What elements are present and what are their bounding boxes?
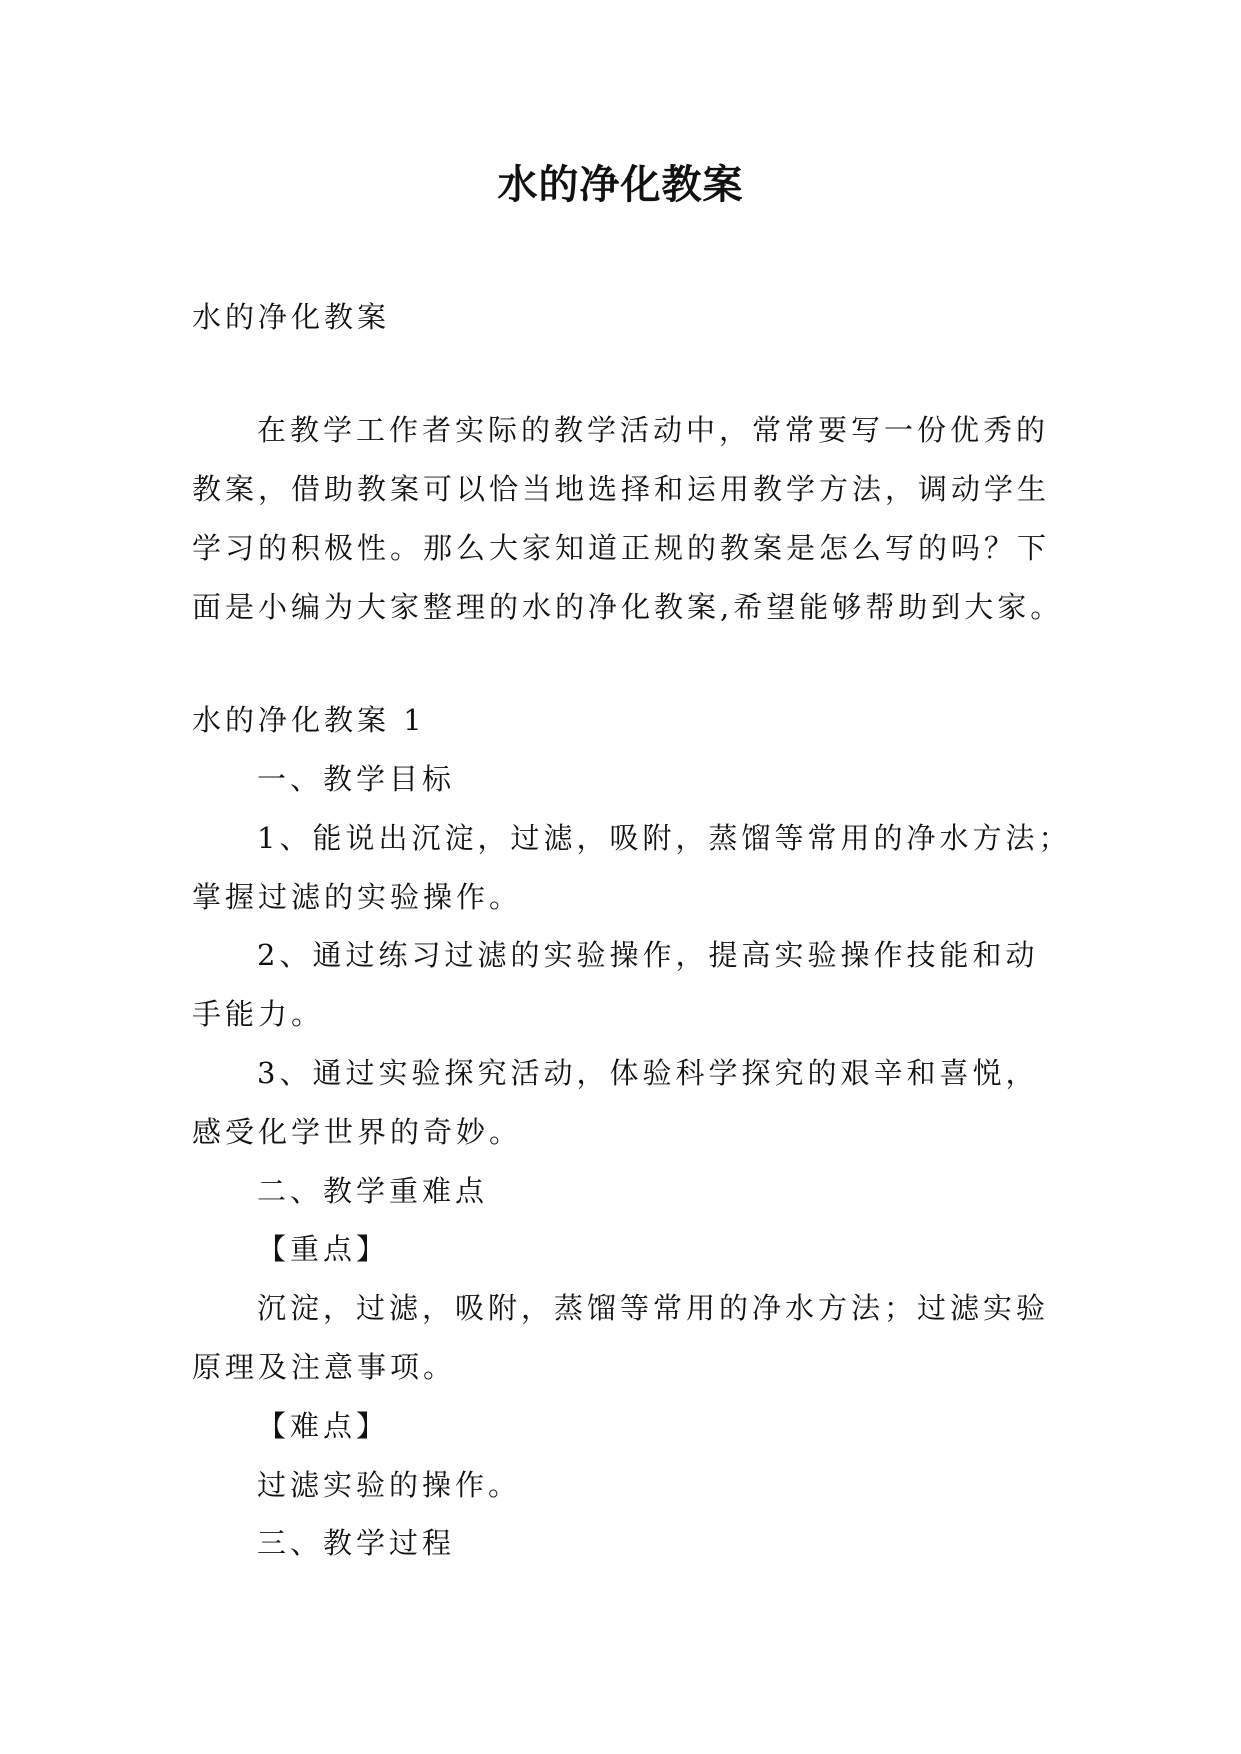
objective-line: 3、通过实验探究活动，体验科学探究的艰辛和喜悦， — [257, 1056, 1039, 1090]
objective-line: 2、通过练习过滤的实验操作，提高实验操作技能和动 — [257, 938, 1039, 972]
objective-line: 手能力。 — [192, 997, 325, 1031]
section-heading: 水的净化教案 1 — [192, 703, 426, 737]
key-point-line: 沉淀，过滤，吸附，蒸馏等常用的净水方法；过滤实验 — [257, 1291, 1050, 1325]
objective-line: 掌握过滤的实验操作。 — [192, 880, 523, 914]
intro-line: 教案，借助教案可以恰当地选择和运用教学方法，调动学生 — [192, 472, 1051, 506]
intro-line: 在教学工作者实际的教学活动中，常常要写一份优秀的 — [257, 413, 1050, 447]
objective-line: 1、能说出沉淀，过滤，吸附，蒸馏等常用的净水方法； — [257, 821, 1072, 855]
difficulty-label: 【难点】 — [257, 1409, 390, 1443]
intro-line: 学习的积极性。那么大家知道正规的教案是怎么写的吗？下 — [192, 531, 1051, 565]
key-point-line: 原理及注意事项。 — [192, 1350, 457, 1384]
intro-line: 面是小编为大家整理的水的净化教案,希望能够帮助到大家。 — [192, 590, 1064, 624]
difficulty-line: 过滤实验的操作。 — [257, 1468, 522, 1502]
subheading: 三、教学过程 — [257, 1526, 456, 1560]
subtitle-line: 水的净化教案 — [192, 300, 391, 334]
subheading: 一、教学目标 — [257, 762, 456, 796]
objective-line: 感受化学世界的奇妙。 — [192, 1115, 523, 1149]
document-title: 水的净化教案 — [497, 162, 744, 208]
key-point-label: 【重点】 — [257, 1232, 390, 1266]
subheading: 二、教学重难点 — [257, 1174, 489, 1208]
